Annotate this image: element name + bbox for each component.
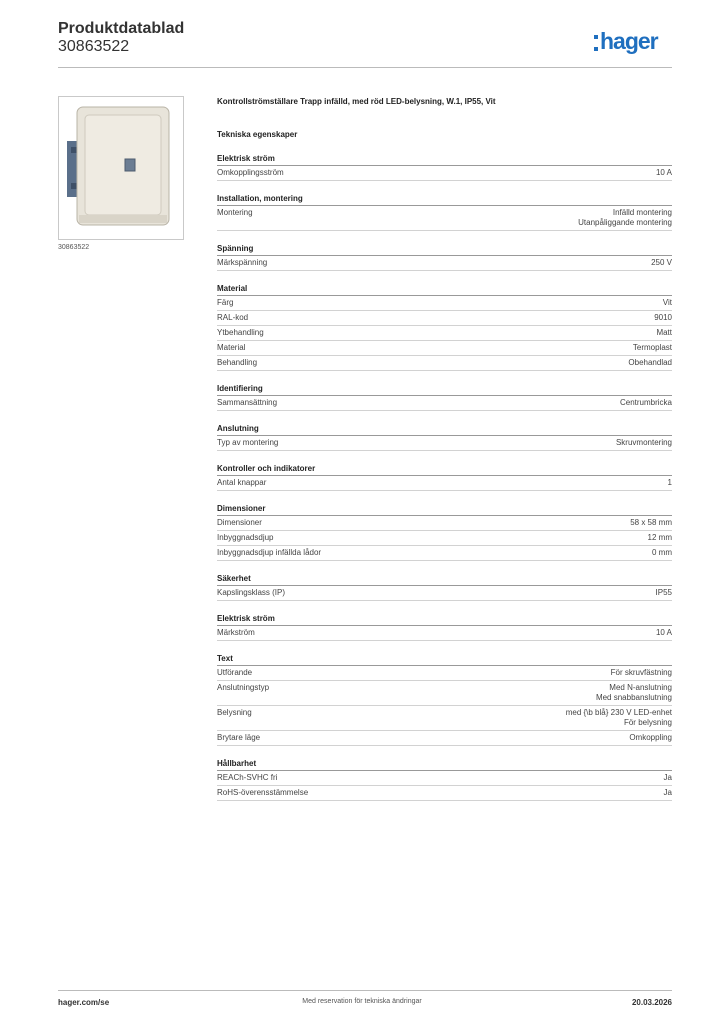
spec-section xyxy=(217,383,672,411)
spec-value: med {\b blå} 230 V LED-enhet xyxy=(565,708,672,717)
section-title: Identifiering xyxy=(217,383,672,396)
spec-row xyxy=(217,436,672,451)
footer-date: 20.03.2026 xyxy=(631,998,672,1007)
spec-section xyxy=(217,283,672,371)
spec-label: Kapslingsklass (IP) xyxy=(217,588,286,597)
spec-label: Märkspänning xyxy=(217,258,268,267)
specs-heading: Tekniska egenskaper xyxy=(217,130,298,139)
image-caption: 30863522 xyxy=(58,244,90,251)
spec-value: 12 mm xyxy=(647,533,672,542)
spec-row xyxy=(217,731,672,746)
spec-section xyxy=(217,573,672,601)
spec-label: Typ av montering xyxy=(217,438,279,447)
spec-section xyxy=(217,243,672,271)
spec-value: Matt xyxy=(656,328,672,337)
spec-section xyxy=(217,613,672,641)
spec-values xyxy=(629,733,672,743)
spec-label: REACh-SVHC fri xyxy=(217,773,278,782)
spec-section xyxy=(217,153,672,181)
spec-label: Sammansättning xyxy=(217,398,278,407)
product-number: 30863522 xyxy=(58,38,130,55)
spec-row xyxy=(217,326,672,341)
spec-values xyxy=(651,258,672,268)
spec-row xyxy=(217,396,672,411)
spec-values xyxy=(663,298,672,308)
spec-value: 9010 xyxy=(654,313,672,322)
footer-disclaimer: Med reservation för tekniska ändringar xyxy=(302,998,422,1005)
header-divider xyxy=(58,67,672,68)
spec-value: Centrumbricka xyxy=(619,398,672,407)
section-title: Dimensioner xyxy=(217,503,672,516)
spec-values xyxy=(596,683,672,703)
spec-label: Färg xyxy=(217,298,234,307)
spec-value: 58 x 58 mm xyxy=(630,518,672,527)
section-title: Anslutning xyxy=(217,423,672,436)
spec-row xyxy=(217,706,672,731)
hager-logo xyxy=(594,28,658,54)
spec-values xyxy=(630,518,672,528)
spec-section xyxy=(217,193,672,231)
spec-value: 250 V xyxy=(651,258,672,267)
spec-label: Brytare läge xyxy=(217,733,261,742)
spec-values xyxy=(633,343,672,353)
spec-section xyxy=(217,463,672,491)
spec-value: För belysning xyxy=(623,718,672,727)
spec-label: Ytbehandling xyxy=(217,328,264,337)
spec-values xyxy=(611,668,672,678)
spec-value: För skruvfästning xyxy=(610,668,672,677)
product-title: Kontrollströmställare Trapp infälld, med röd LED-belysning, W.1, IP55, Vit xyxy=(217,97,496,106)
section-title: Material xyxy=(217,283,672,296)
spec-row xyxy=(217,786,672,801)
spec-values xyxy=(668,478,672,488)
product-image xyxy=(58,96,184,240)
spec-value: Termoplast xyxy=(632,343,672,352)
spec-row xyxy=(217,681,672,706)
spec-section xyxy=(217,653,672,746)
spec-label: Montering xyxy=(217,208,253,217)
spec-label: Inbyggnadsdjup infällda lådor xyxy=(217,548,322,557)
spec-values xyxy=(648,533,672,543)
spec-value: IP55 xyxy=(655,588,672,597)
spec-label: RAL-kod xyxy=(217,313,249,322)
spec-row xyxy=(217,516,672,531)
logo-text: hager xyxy=(600,28,658,54)
spec-row xyxy=(217,546,672,561)
spec-label: Anslutningstyp xyxy=(217,683,270,692)
section-title: Installation, montering xyxy=(217,193,672,206)
spec-value: Med snabbanslutning xyxy=(595,693,672,702)
spec-label: Antal knappar xyxy=(217,478,267,487)
spec-row xyxy=(217,166,672,181)
spec-value: Omkoppling xyxy=(629,733,672,742)
spec-section xyxy=(217,758,672,801)
spec-value: Med N-anslutning xyxy=(609,683,672,692)
spec-label: Omkopplingsström xyxy=(217,168,284,177)
spec-row xyxy=(217,586,672,601)
section-title: Elektrisk ström xyxy=(217,613,672,626)
spec-row xyxy=(217,341,672,356)
section-title: Elektrisk ström xyxy=(217,153,672,166)
spec-values xyxy=(664,788,672,798)
spec-values xyxy=(664,773,672,783)
spec-label: Material xyxy=(217,343,246,352)
document-title: Produktdatablad xyxy=(58,20,185,37)
spec-label: Utförande xyxy=(217,668,253,677)
spec-value: Infälld montering xyxy=(612,208,672,217)
spec-value: Ja xyxy=(663,788,672,797)
spec-values xyxy=(566,708,672,728)
spec-row xyxy=(217,356,672,371)
section-title: Kontroller och indikatorer xyxy=(217,463,672,476)
spec-row xyxy=(217,531,672,546)
spec-values xyxy=(578,208,672,228)
spec-row xyxy=(217,206,672,231)
spec-value: Obehandlad xyxy=(628,358,672,367)
spec-label: Inbyggnadsdjup xyxy=(217,533,274,542)
spec-row xyxy=(217,311,672,326)
spec-label: RoHS-överensstämmelse xyxy=(217,788,309,797)
section-title: Säkerhet xyxy=(217,573,672,586)
spec-value: Skruvmontering xyxy=(615,438,672,447)
spec-values xyxy=(656,588,672,598)
spec-value: 10 A xyxy=(655,168,672,177)
spec-label: Behandling xyxy=(217,358,258,367)
spec-section xyxy=(217,423,672,451)
logo-dots-icon xyxy=(594,35,598,51)
spec-row xyxy=(217,771,672,786)
spec-value: 10 A xyxy=(655,628,672,637)
spec-row xyxy=(217,296,672,311)
spec-values xyxy=(616,438,672,448)
spec-row xyxy=(217,666,672,681)
spec-row xyxy=(217,626,672,641)
spec-values xyxy=(652,548,672,558)
spec-label: Dimensioner xyxy=(217,518,262,527)
spec-values xyxy=(628,358,672,368)
section-title: Hållbarhet xyxy=(217,758,672,771)
spec-values xyxy=(656,628,672,638)
footer-divider xyxy=(58,990,672,991)
spec-values xyxy=(620,398,672,408)
spec-values xyxy=(654,313,672,323)
spec-label: Belysning xyxy=(217,708,252,717)
spec-value: Utanpåliggande montering xyxy=(578,218,672,227)
spec-row xyxy=(217,256,672,271)
spec-value: Ja xyxy=(663,773,672,782)
spec-section xyxy=(217,503,672,561)
section-title: Spänning xyxy=(217,243,672,256)
switch-illustration xyxy=(59,97,183,239)
spec-value: 1 xyxy=(667,478,672,487)
spec-values xyxy=(656,168,672,178)
spec-label: Märkström xyxy=(217,628,255,637)
spec-value: Vit xyxy=(662,298,672,307)
footer-website: hager.com/se xyxy=(58,998,110,1007)
spec-sections xyxy=(217,153,672,801)
spec-row xyxy=(217,476,672,491)
specifications xyxy=(217,96,672,801)
spec-value: 0 mm xyxy=(652,548,672,557)
section-title: Text xyxy=(217,653,672,666)
spec-values xyxy=(656,328,672,338)
